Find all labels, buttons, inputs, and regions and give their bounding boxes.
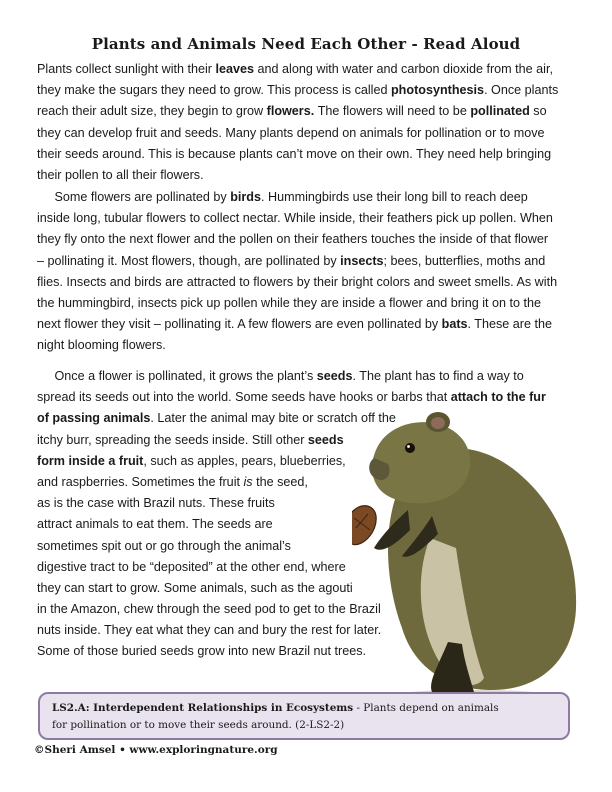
text-line: inside long, tubular flowers to collect nectar. While inside, their feathers pick up pollen. When xyxy=(37,211,553,226)
text-line: their seeds around. This is because plants can’t move on their own. They need help bringing xyxy=(37,146,552,161)
text-line: night blooming flowers. xyxy=(37,338,166,353)
paragraph-pollination xyxy=(37,187,575,357)
text-line: form inside a fruit, such as apples, pears, blueberries, xyxy=(37,453,346,468)
text-line: sometimes spit out or go through the animal’s xyxy=(37,538,291,553)
text-line: attract animals to eat them. The seeds are xyxy=(37,517,273,532)
text-line: next flower they visit – pollinating it. A few flowers are even pollinated by bats. These are the xyxy=(37,317,553,332)
text-line: they make the sugars they need to grow. This process is called photosynthesis. Once plants xyxy=(37,83,559,98)
agouti-illustration xyxy=(352,398,580,698)
text-line: Some flowers are pollinated by birds. Hummingbirds use their long bill to reach deep xyxy=(37,190,528,204)
text-line: as is the case with Brazil nuts. These fruits xyxy=(37,496,275,511)
text-line: Some of those buried seeds grow into new Brazil nut trees. xyxy=(37,644,367,659)
text-line: digestive tract to be “deposited” at the other end, where xyxy=(37,559,346,574)
text-line: reach their adult size, they begin to grow flowers. The flowers will need to be pollinated so xyxy=(37,104,547,119)
text-line: flies. Insects and birds are attracted to flowers by their bright colors and sweet smells. As with xyxy=(37,274,558,289)
agouti-head xyxy=(372,422,470,503)
standards-box xyxy=(38,692,570,740)
agouti-eye xyxy=(405,443,415,453)
standard-text-1: - Plants depend on animals xyxy=(353,702,499,714)
page-title: Plants and Animals Need Each Other - Read Aloud xyxy=(91,35,521,53)
text-line: Plants collect sunlight with their leaves and along with water and carbon dioxide from the air, xyxy=(37,62,553,76)
agouti-ear-inner xyxy=(431,417,445,429)
standard-text-2: for pollination or to move their seeds around. (2-LS2-2) xyxy=(52,719,345,731)
text-line: they can develop fruit and seeds. Many plants depend on animals for pollination or to move xyxy=(37,125,545,140)
text-line: the hummingbird, insects pick up pollen while they are inside a flower and bring it on to the xyxy=(37,295,542,310)
text-line: they can start to grow. Some animals, such as the agouti xyxy=(37,580,353,595)
text-line: – pollinating it. Most flowers, though, are pollinated by insects; bees, butterflies, moths and xyxy=(37,253,546,268)
standard-code: LS2.A: Interdependent Relationships in Ecosystems xyxy=(52,702,354,714)
text-line: and raspberries. Sometimes the fruit is the seed, xyxy=(37,474,308,489)
text-line: nuts inside. They eat what they can and bury the rest for later. xyxy=(37,623,382,638)
text-line: their pollen to all their flowers. xyxy=(37,167,204,182)
text-line: of passing animals. Later the animal may bite or scratch off the xyxy=(37,411,396,426)
text-line: Once a flower is pollinated, it grows the plant’s seeds. The plant has to find a way to xyxy=(37,369,524,383)
paragraph-photosynthesis xyxy=(37,59,575,186)
text-line: in the Amazon, chew through the seed pod to get to the Brazil xyxy=(37,602,381,617)
text-line: spread its seeds out into the world. Some seeds have hooks or barbs that attach to the fur xyxy=(37,390,546,405)
text-line: itchy burr, spreading the seeds inside. Still other seeds xyxy=(37,432,344,447)
copyright-footer: ©Sheri Amsel • www.exploringnature.org xyxy=(34,744,278,756)
text-line: they fly onto the next flower and the pollen on their feathers touches the inside of that flower xyxy=(37,232,549,247)
